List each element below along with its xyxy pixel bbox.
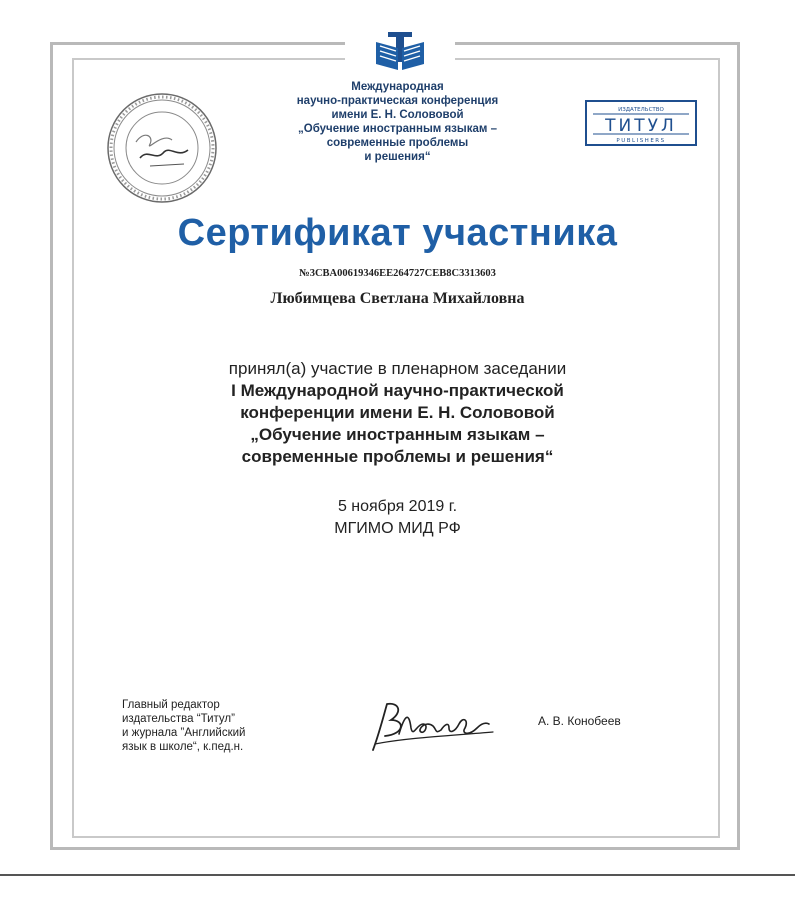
recipient-name: Любимцева Светлана Михайловна (270, 290, 525, 307)
certificate-number: №3CBA00619346EE264727CEB8C3313603 (299, 268, 496, 279)
event-details (0, 496, 795, 540)
book-logo-icon (374, 32, 426, 72)
conference-title-line: научно-практическая конференция (296, 95, 499, 107)
conference-title-line: имени Е. Н. Солововой (331, 109, 464, 121)
conference-title-line: „Обучение иностранным языкам – (298, 123, 497, 135)
page-bottom-divider (0, 874, 795, 876)
certificate-title: Сертификат участника (177, 212, 618, 254)
event-date: 5 ноября 2019 г. (337, 498, 458, 515)
conference-title (230, 80, 565, 164)
signatory-title-line: и журнала ”Английский (122, 727, 246, 739)
conference-name-line: конференции имени Е. Н. Солововой (240, 403, 555, 422)
event-place: МГИМО МИД РФ (334, 520, 461, 537)
titul-logo-bottom-text: PUBLISHERS (616, 138, 666, 144)
conference-name-line: I Международной научно-практической (231, 381, 564, 400)
titul-logo-top-text: ИЗДАТЕЛЬСТВО (618, 107, 664, 113)
conference-title-line: Международная (351, 81, 444, 93)
conference-title-line: и решения“ (364, 151, 431, 163)
signatory-title-line: язык в школе“, к.пед.н. (122, 741, 244, 753)
signatory-title (122, 698, 352, 754)
titul-logo-name: ТИТУЛ (605, 116, 677, 136)
conference-name-line: современные проблемы и решения“ (241, 447, 554, 466)
signatory-name: А. В. Конобеев (538, 714, 621, 728)
signatory-title-line: издательства “Титул” (122, 713, 235, 725)
round-seal-icon (106, 92, 218, 204)
signatory-title-line: Главный редактор (122, 699, 220, 711)
participation-text (0, 358, 795, 468)
handwritten-signature (365, 694, 497, 756)
conference-title-line: современные проблемы (326, 137, 469, 149)
titul-publishers-logo (585, 100, 697, 146)
conference-name-line: „Обучение иностранным языкам – (250, 425, 545, 444)
participation-intro: принял(а) участие в пленарном заседании (228, 359, 567, 378)
